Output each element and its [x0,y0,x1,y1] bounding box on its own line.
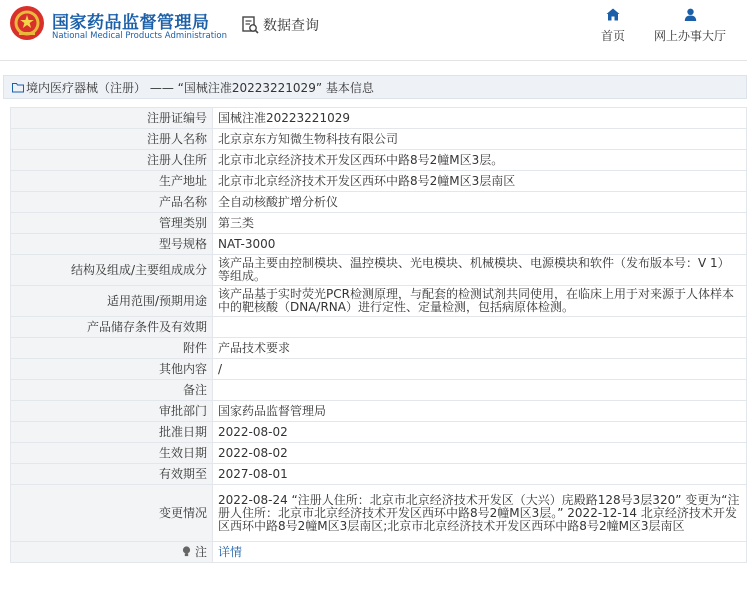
row-label: 结构及组成/主要组成成分 [11,255,213,286]
row-label: 批准日期 [11,422,213,443]
row-label: 注册人住所 [11,150,213,171]
table-row [11,234,747,255]
registration-info-table [10,107,747,563]
lightbulb-icon [182,546,191,557]
table-row [11,401,747,422]
row-label: 生产地址 [11,171,213,192]
nav-online-hall-label: 网上办事大厅 [654,29,727,43]
row-value: 2022-08-02 [213,443,747,464]
table-row [11,542,747,563]
table-row [11,317,747,338]
row-label: 注册证编号 [11,108,213,129]
row-label: 产品名称 [11,192,213,213]
row-label: 型号规格 [11,234,213,255]
table-row [11,443,747,464]
row-value: / [213,359,747,380]
table-row [11,359,747,380]
row-value: NAT-3000 [213,234,747,255]
data-query-link[interactable] [240,14,319,36]
breadcrumb [3,75,747,99]
folder-icon [12,82,24,93]
table-row [11,255,747,286]
row-value [213,380,747,401]
row-label: 生效日期 [11,443,213,464]
site-header [0,0,747,56]
row-label: 注册人名称 [11,129,213,150]
row-label: 附件 [11,338,213,359]
row-label: 产品储存条件及有效期 [11,317,213,338]
table-row [11,422,747,443]
table-row [11,380,747,401]
note-label-cell [11,542,213,563]
row-value: 该产品主要由控制模块、温控模块、光电模块、机械模块、电源模块和软件（发布版本号：V 1）等组成。 [213,255,747,286]
details-link[interactable]: 详情 [218,544,243,559]
table-row [11,485,747,542]
user-icon [684,8,697,21]
home-icon [606,8,620,21]
row-value: 国械注准20223221029 [213,108,747,129]
row-value: 北京市北京经济技术开发区西环中路8号2幢M区3层。 [213,150,747,171]
row-label: 适用范围/预期用途 [11,286,213,317]
note-value-cell [213,542,747,563]
row-value: 2022-08-02 [213,422,747,443]
row-value [213,317,747,338]
header-divider [0,60,747,61]
nav-home-label: 首页 [601,29,626,43]
row-label: 审批部门 [11,401,213,422]
row-label: 有效期至 [11,464,213,485]
note-label: 注 [194,544,207,559]
table-row [11,338,747,359]
document-search-icon [240,15,260,35]
row-value: 2027-08-01 [213,464,747,485]
row-value: 全自动核酸扩增分析仪 [213,192,747,213]
row-value: 产品技术要求 [213,338,747,359]
breadcrumb-text: 境内医疗器械（注册） —— “国械注准20223221029” 基本信息 [26,80,374,95]
row-value: 该产品基于实时荧光PCR检测原理，与配套的检测试剂共同使用，在临床上用于对来源于人体样本中的靶核酸（DNA/RNA）进行定性、定量检测，包括病原体检测。 [213,286,747,317]
nav-home[interactable] [601,8,625,44]
data-query-label: 数据查询 [263,18,319,34]
table-row [11,129,747,150]
table-row [11,213,747,234]
row-label: 变更情况 [11,485,213,542]
table-row [11,150,747,171]
table-row [11,192,747,213]
row-value: 北京市北京经济技术开发区西环中路8号2幢M区3层南区 [213,171,747,192]
table-row [11,464,747,485]
row-value: 北京京东方知微生物科技有限公司 [213,129,747,150]
row-value: 国家药品监督管理局 [213,401,747,422]
nav-online-hall[interactable] [654,8,726,44]
table-row [11,171,747,192]
table-row [11,108,747,129]
row-label: 管理类别 [11,213,213,234]
national-emblem-icon [9,5,45,41]
org-name-cn[interactable]: 国家药品监督管理局 [52,13,210,33]
row-value: 第三类 [213,213,747,234]
org-name-en[interactable]: National Medical Products Administration [52,31,227,41]
row-value: 2022-08-24 “注册人住所：北京市北京经济技术开发区（大兴）庑殿路128号3层320” 变更为“注册人住所：北京市北京经济技术开发区西环中路8号2幢M区3层。” 2022-12-14 北京经济技术开发区西环中路8号2幢M区3层南区;北京市北京经济技术开发区西环中路8号2幢M区3层南区 [213,485,747,542]
table-row [11,286,747,317]
row-label: 备注 [11,380,213,401]
row-label: 其他内容 [11,359,213,380]
